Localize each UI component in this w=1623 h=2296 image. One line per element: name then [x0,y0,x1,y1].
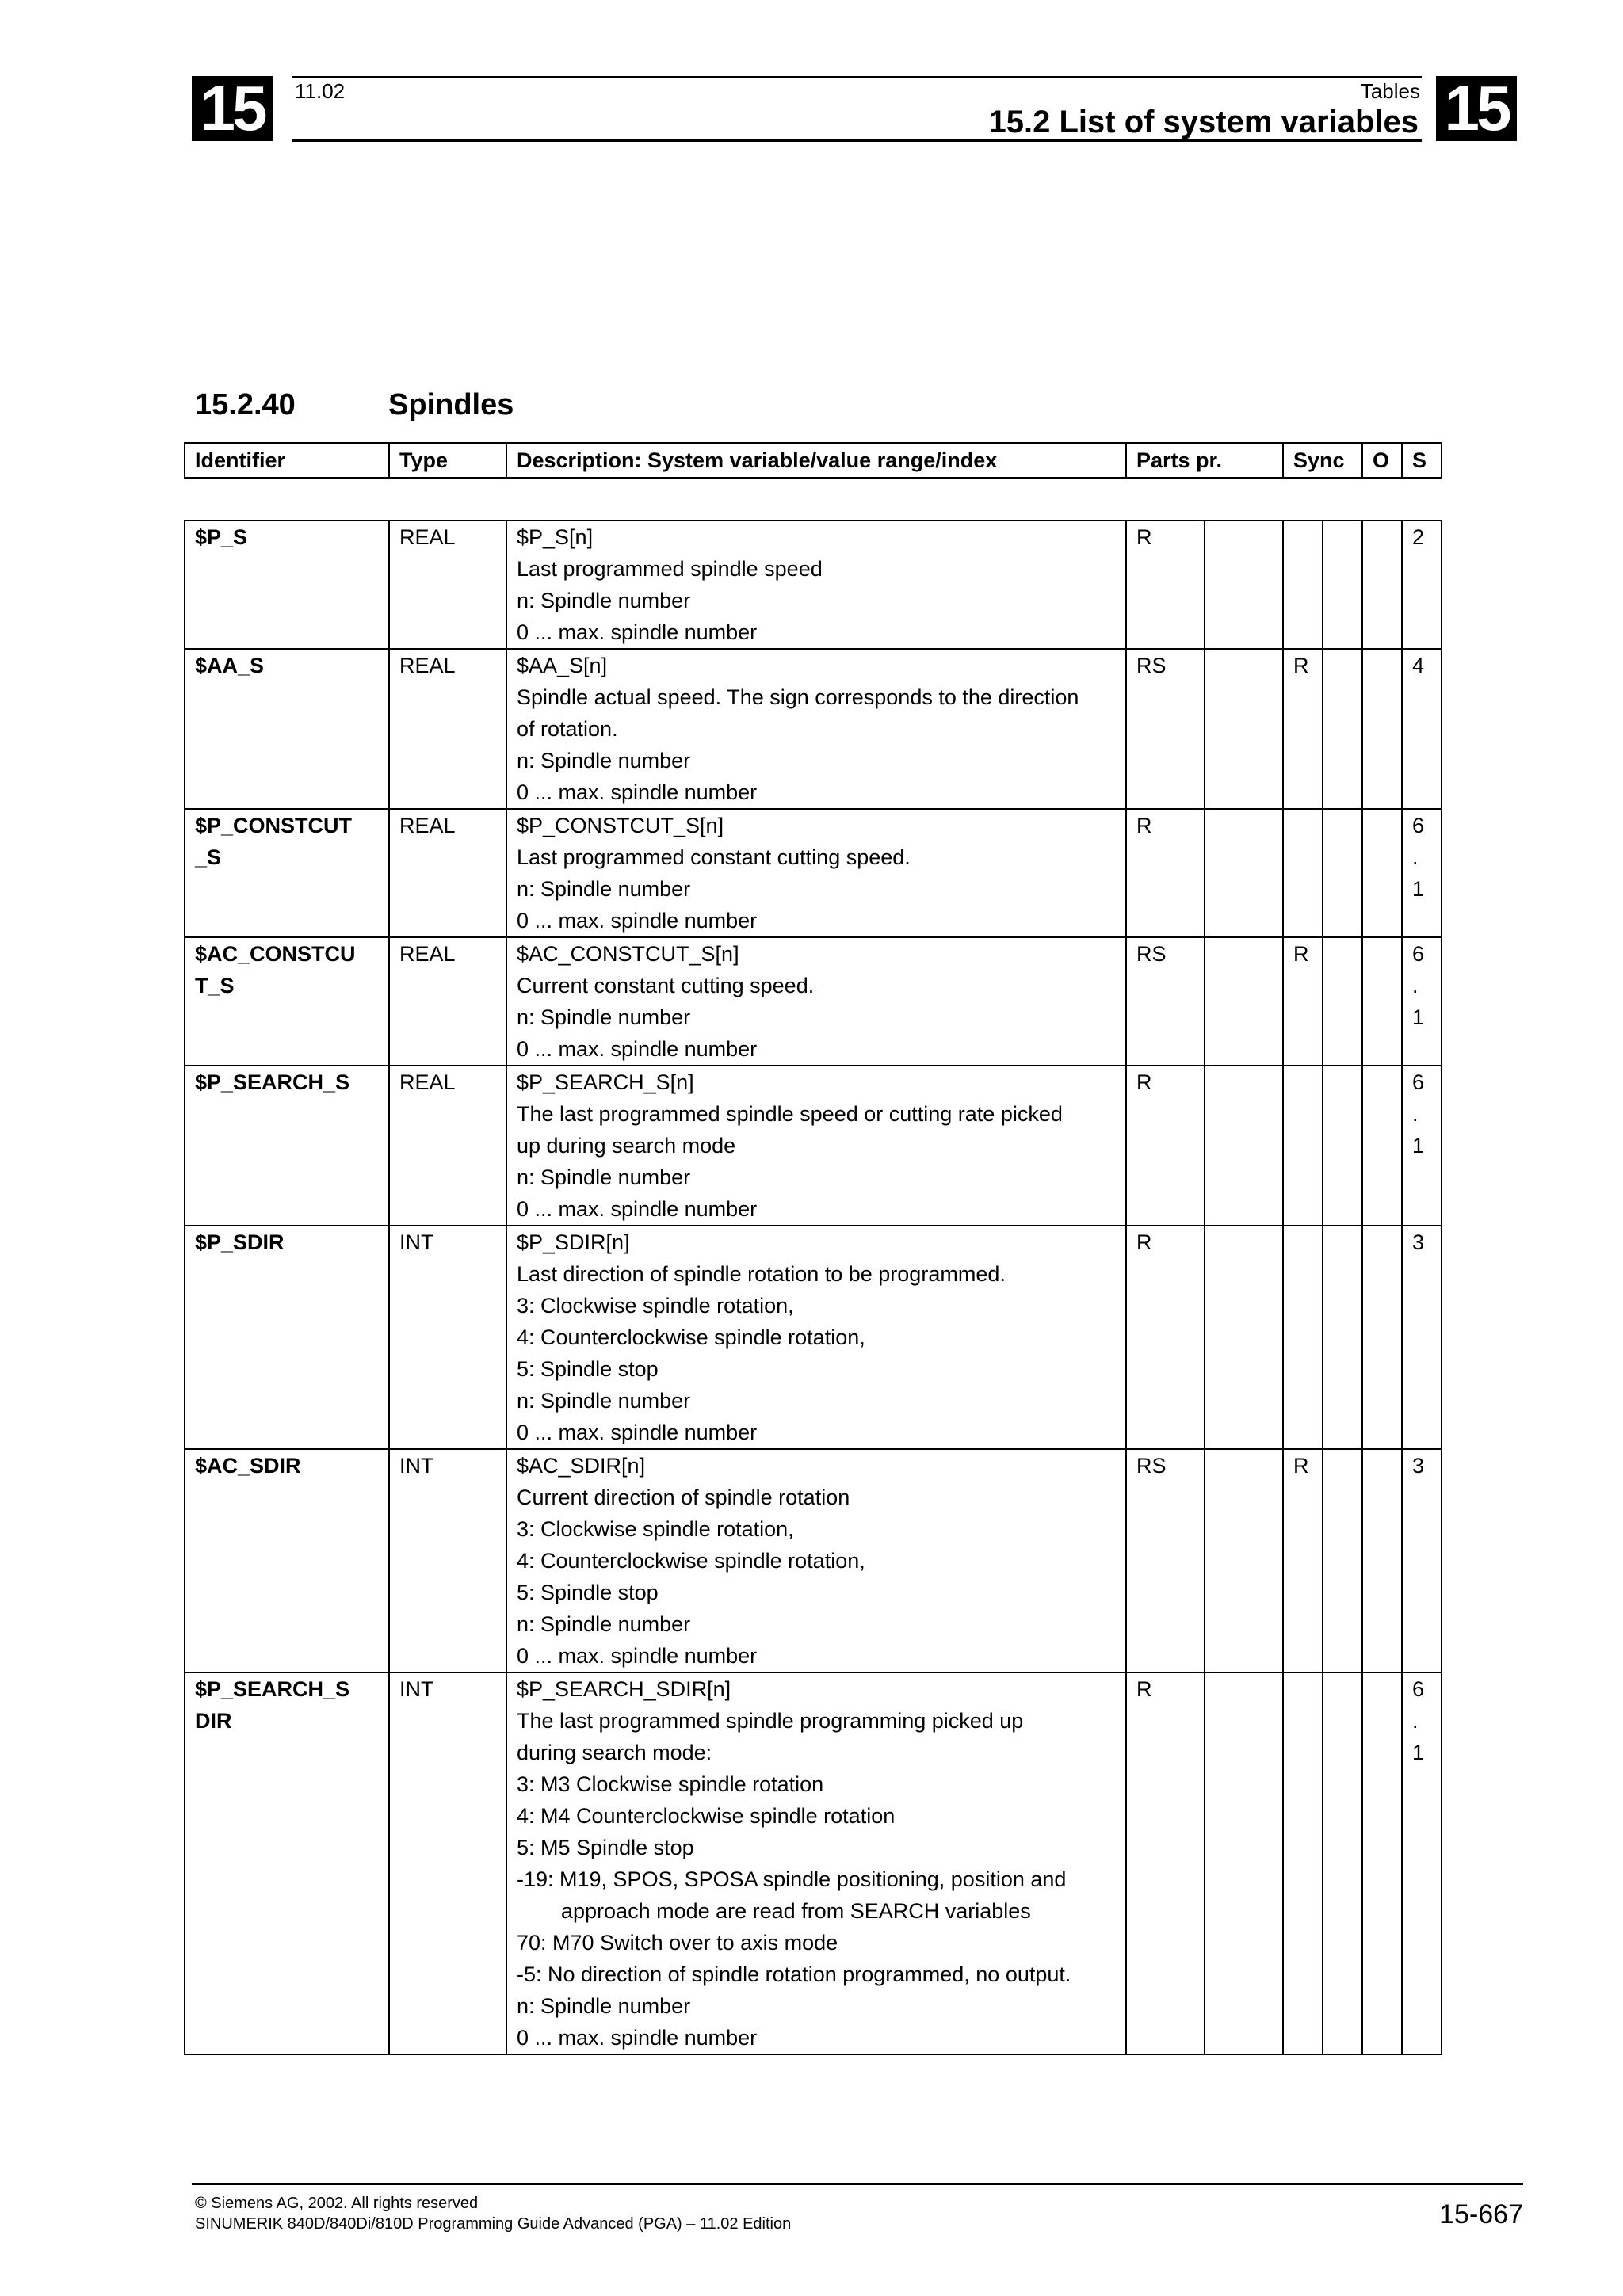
cell-identifier [185,937,389,1066]
cell-type: INT [389,1226,506,1449]
column-header-row [185,443,1442,478]
cell-parts-1: R [1126,1066,1205,1226]
safety-level-char: . [1412,974,1419,997]
table-row [185,649,1442,809]
description-line: $P_SDIR[n] [517,1230,630,1254]
cell-type: REAL [389,809,506,937]
cell-parts-2 [1205,649,1283,809]
cell-parts-2 [1205,1226,1283,1449]
cell-sync-1 [1283,1226,1323,1449]
cell-sync-2 [1323,937,1362,1066]
cell-sync-2 [1323,521,1362,649]
cell-identifier [185,1449,389,1672]
description-line: 4: M4 Counterclockwise spindle rotation [517,1804,896,1828]
description-line: n: Spindle number [517,589,691,612]
description-line: 0 ... max. spindle number [517,620,758,644]
description-line: n: Spindle number [517,1612,691,1636]
description-line: 0 ... max. spindle number [517,1197,758,1221]
cell-description [506,809,1126,937]
table-row [185,1066,1442,1226]
cell-parts-2 [1205,1672,1283,2054]
cell-sync-1: R [1283,937,1323,1066]
description-line: n: Spindle number [517,877,691,901]
cell-parts-2 [1205,1066,1283,1226]
description-line: approach mode are read from SEARCH variables [561,1899,1031,1923]
description-line: 3: Clockwise spindle rotation, [517,1517,794,1541]
table-row [185,937,1442,1066]
cell-o [1362,1066,1402,1226]
cell-sync-2 [1323,1226,1362,1449]
header-sync: Sync [1283,443,1362,478]
identifier-text: $AA_S [195,654,265,677]
cell-parts-1: RS [1126,937,1205,1066]
description-line: 3: Clockwise spindle rotation, [517,1294,794,1318]
header-identifier: Identifier [185,443,389,478]
cell-parts-2 [1205,1449,1283,1672]
description-line: $AA_S[n] [517,654,608,677]
identifier-text: $P_S [195,525,248,549]
cell-sync-1 [1283,1066,1323,1226]
table-row [185,1449,1442,1672]
safety-level-char: 3 [1412,1454,1425,1478]
description-line: Current direction of spindle rotation [517,1486,850,1509]
description-line: $P_CONSTCUT_S[n] [517,814,724,837]
cell-o [1362,1672,1402,2054]
description-line: $AC_CONSTCUT_S[n] [517,942,739,966]
footer-guide-title: SINUMERIK 840D/840Di/810D Programming Guide Advanced (PGA) – 11.02 Edition [195,2215,792,2233]
header-type: Type [389,443,506,478]
cell-parts-2 [1205,937,1283,1066]
description-line: during search mode: [517,1741,712,1764]
identifier-text: $P_SEARCH_S [195,1677,350,1701]
chapter-badge-right: 15 [1436,76,1517,141]
safety-level-char: 1 [1412,877,1425,901]
cell-parts-2 [1205,809,1283,937]
description-line: 5: Spindle stop [517,1357,659,1381]
safety-level-char: . [1412,1102,1419,1126]
cell-description [506,1449,1126,1672]
cell-sync-2 [1323,1449,1362,1672]
description-line: Last direction of spindle rotation to be programmed. [517,1262,1006,1286]
header-section-title: 15.2 List of system variables [988,105,1419,139]
description-line: 4: Counterclockwise spindle rotation, [517,1325,865,1349]
cell-type: REAL [389,521,506,649]
cell-o [1362,937,1402,1066]
cell-parts-1: RS [1126,1449,1205,1672]
description-line: Last programmed spindle speed [517,557,823,581]
description-line: 3: M3 Clockwise spindle rotation [517,1772,824,1796]
cell-identifier [185,521,389,649]
safety-level-char: 6 [1412,1070,1425,1094]
cell-sync-2 [1323,809,1362,937]
footer-copyright: © Siemens AG, 2002. All rights reserved [195,2195,479,2212]
cell-sync-1 [1283,1672,1323,2054]
description-line: $P_S[n] [517,525,594,549]
header-description: Description: System variable/value range/index [506,443,1126,478]
description-line: 0 ... max. spindle number [517,1037,758,1061]
cell-sync-2 [1323,1066,1362,1226]
cell-description [506,649,1126,809]
cell-s [1402,937,1442,1066]
table-body [185,521,1442,2054]
description-line: $P_SEARCH_SDIR[n] [517,1677,731,1701]
page-number: 15-667 [1439,2199,1523,2229]
description-line: n: Spindle number [517,1005,691,1029]
description-line: 0 ... max. spindle number [517,909,758,933]
cell-type: INT [389,1449,506,1672]
cell-parts-2 [1205,521,1283,649]
safety-level-char: 1 [1412,1005,1425,1029]
cell-o [1362,1226,1402,1449]
safety-level-char: . [1412,845,1419,869]
cell-description [506,521,1126,649]
cell-type: REAL [389,649,506,809]
cell-sync-1: R [1283,649,1323,809]
description-line: up during search mode [517,1134,736,1158]
column-header-table [184,442,1442,479]
cell-type: REAL [389,1066,506,1226]
header-top-rule [292,76,1422,78]
cell-o [1362,809,1402,937]
description-line: The last programmed spindle programming picked up [517,1709,1024,1733]
section-number: 15.2.40 [195,388,296,421]
description-line: of rotation. [517,717,618,741]
safety-level-char: . [1412,1709,1419,1733]
identifier-text: $P_CONSTCUT [195,814,353,837]
cell-identifier [185,809,389,937]
cell-s [1402,1672,1442,2054]
description-line: 0 ... max. spindle number [517,1421,758,1444]
table-row [185,809,1442,937]
description-line: Last programmed constant cutting speed. [517,845,911,869]
cell-s [1402,809,1442,937]
cell-description [506,1226,1126,1449]
description-line: Spindle actual speed. The sign corresponds to the direction [517,685,1079,709]
cell-identifier [185,1066,389,1226]
safety-level-char: 3 [1412,1230,1425,1254]
safety-level-char: 1 [1412,1741,1425,1764]
description-line: -19: M19, SPOS, SPOSA spindle positioning, position and [517,1867,1067,1891]
description-line: $AC_SDIR[n] [517,1454,646,1478]
cell-o [1362,649,1402,809]
cell-sync-1: R [1283,1449,1323,1672]
description-line: n: Spindle number [517,1165,691,1189]
description-line: 0 ... max. spindle number [517,2026,758,2050]
header-parts-pr: Parts pr. [1126,443,1283,478]
description-line: 4: Counterclockwise spindle rotation, [517,1549,865,1573]
footer-rule [192,2183,1523,2185]
cell-s [1402,649,1442,809]
section-title: Spindles [388,388,514,421]
cell-description [506,1672,1126,2054]
cell-description [506,937,1126,1066]
cell-s [1402,1449,1442,1672]
header-date: 11.02 [295,79,346,103]
cell-sync-1 [1283,809,1323,937]
cell-s [1402,1226,1442,1449]
safety-level-char: 6 [1412,1677,1425,1701]
safety-level-char: 1 [1412,1134,1425,1158]
description-line: -5: No direction of spindle rotation programmed, no output. [517,1962,1071,1986]
identifier-text: T_S [195,974,235,997]
cell-sync-2 [1323,649,1362,809]
description-line: $P_SEARCH_S[n] [517,1070,694,1094]
header-o: O [1362,443,1402,478]
identifier-text: $P_SDIR [195,1230,285,1254]
table-row [185,1672,1442,2054]
cell-parts-1: R [1126,1672,1205,2054]
cell-identifier [185,1672,389,2054]
identifier-text: $P_SEARCH_S [195,1070,350,1094]
table-row [185,1226,1442,1449]
header-bottom-rule [292,139,1422,142]
cell-s [1402,1066,1442,1226]
cell-type: REAL [389,937,506,1066]
identifier-text: DIR [195,1709,232,1733]
description-line: 0 ... max. spindle number [517,780,758,804]
description-line: The last programmed spindle speed or cutting rate picked [517,1102,1063,1126]
description-line: n: Spindle number [517,749,691,772]
identifier-text: $AC_SDIR [195,1454,301,1478]
cell-sync-1 [1283,521,1323,649]
cell-parts-1: R [1126,1226,1205,1449]
cell-identifier [185,649,389,809]
cell-s [1402,521,1442,649]
header-section-group: Tables [1360,79,1420,103]
description-line: Current constant cutting speed. [517,974,815,997]
chapter-badge-left: 15 [192,76,273,141]
description-line: 5: Spindle stop [517,1581,659,1604]
cell-parts-1: R [1126,521,1205,649]
description-line: 70: M70 Switch over to axis mode [517,1931,838,1955]
description-line: n: Spindle number [517,1389,691,1413]
description-line: 0 ... max. spindle number [517,1644,758,1668]
safety-level-char: 2 [1412,525,1425,549]
description-line: 5: M5 Spindle stop [517,1836,694,1859]
cell-parts-1: R [1126,809,1205,937]
cell-type: INT [389,1672,506,2054]
cell-description [506,1066,1126,1226]
safety-level-char: 4 [1412,654,1425,677]
identifier-text: $AC_CONSTCU [195,942,356,966]
description-line: n: Spindle number [517,1994,691,2018]
cell-parts-1: RS [1126,649,1205,809]
identifier-text: _S [195,845,222,869]
header-s: S [1402,443,1442,478]
cell-o [1362,1449,1402,1672]
cell-sync-2 [1323,1672,1362,2054]
cell-identifier [185,1226,389,1449]
table-row [185,521,1442,649]
spindle-variables-table [184,520,1442,2055]
cell-o [1362,521,1402,649]
safety-level-char: 6 [1412,814,1425,837]
safety-level-char: 6 [1412,942,1425,966]
